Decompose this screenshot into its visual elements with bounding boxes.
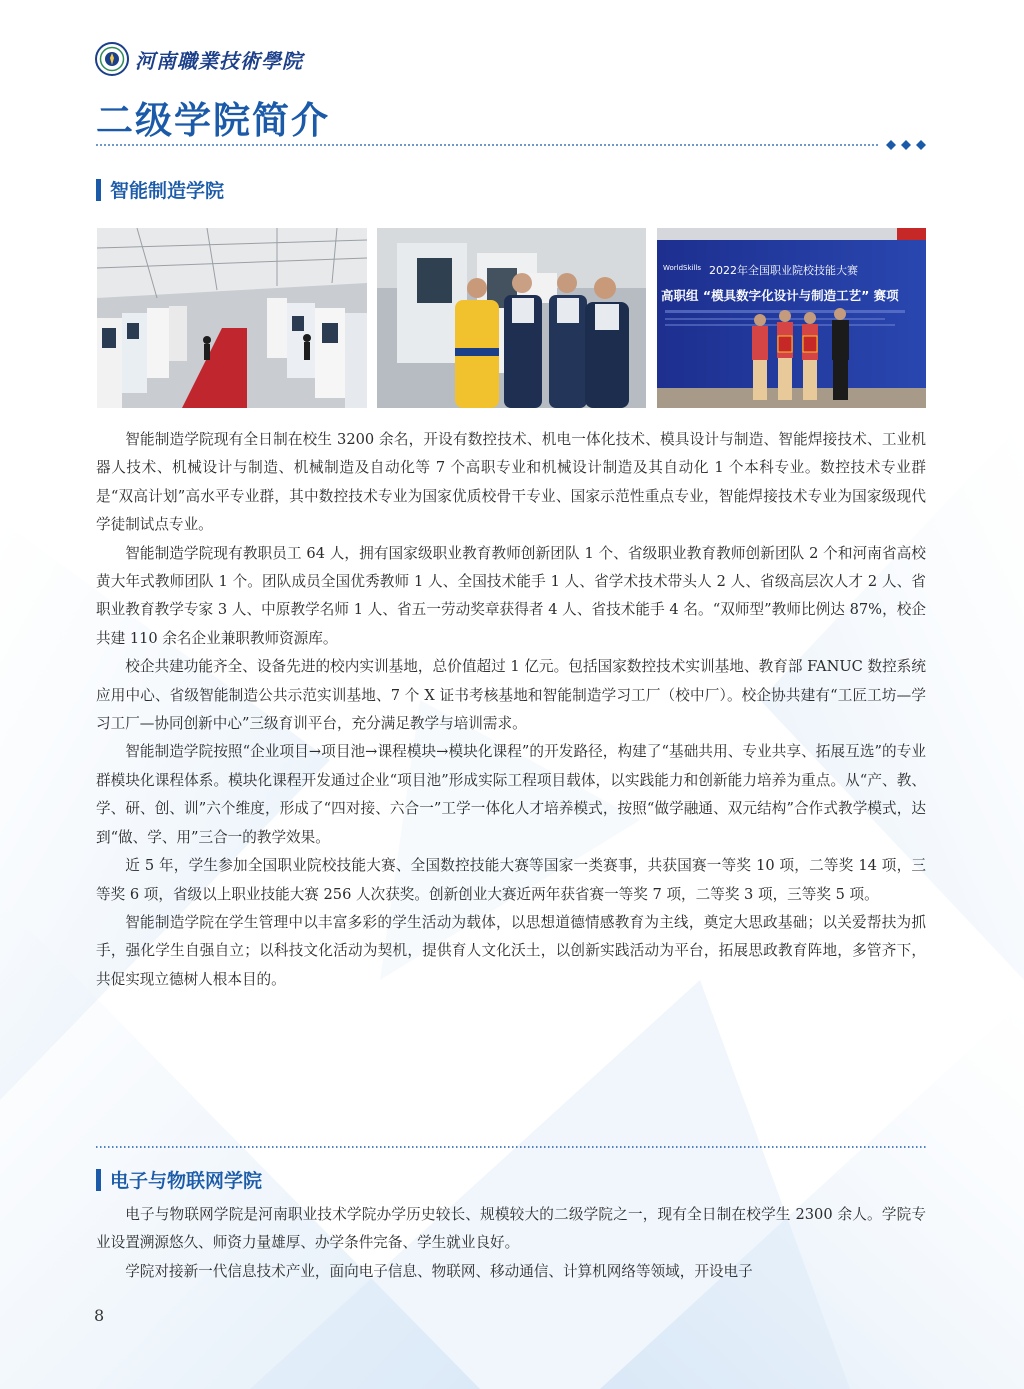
paragraph: 电子与物联网学院是河南职业技术学院办学历史较长、规模较大的二级学院之一，现有全日制在校学生 2300 余人。学院专业设置溯源悠久、师资力量雄厚、办学条件完备、学生就业良好。	[96, 1206, 926, 1252]
paragraph: 校企共建功能齐全、设备先进的校内实训基地，总价值超过 1 亿元。包括国家数控技术实训基地、教育部 FANUC 数控系统应用中心、省级智能制造公共示范实训基地、7 个 X 证书考核基地和智能制造学习工厂（校中厂）。校企协共建有“工匠工坊—学习工厂—协同创新中心”三级育训平台，充分满足教学与培训需求。	[96, 658, 926, 733]
paragraph: 智能制造学院现有教职员工 64 人，拥有国家级职业教育教师创新团队 1 个、省级职业教育教师创新团队 2 个和河南省高校黄大年式教师团队 1 个。团队成员全国优秀教师 1 人、全国技术能手 1 人、省学术技术带头人 2 人、省级高层次人才 2 人、省职业教育教学专家 3 人、中原教学名师 1 人、省五一劳动奖章获得者 4 人、省技术能手 4 名。“双师型”教师比例达 87%，校企共建 110 余名企业兼职教师资源库。	[96, 544, 926, 647]
paragraph: 智能制造学院按照“企业项目→项目池→课程模块→模块化课程”的开发路径，构建了“基础共用、专业共享、拓展互选”的专业群模块化课程体系。模块化课程开发通过企业“项目池”形成实际工程项目载体，以实践能力和创新能力培养为重点。从“产、教、学、研、创、训”六个维度，形成了“四对接、六合一”工学一体化人才培养模式，按照“做学融通、双元结构”合作式教学模式，达到“做、学、用”三合一的教学效果。	[96, 743, 926, 846]
section-divider	[96, 1145, 926, 1149]
section-marker	[96, 1169, 101, 1191]
worldskills-logo: WorldSkills	[663, 264, 702, 272]
banner-line-2: 高职组 “模具数字化设计与制造工艺” 赛项	[661, 288, 899, 303]
paragraph: 智能制造学院在学生管理中以丰富多彩的学生活动为载体，以思想道德情感教育为主线，奠定大思政基础；以关爱帮扶为抓手，强化学生自强自立；以科技文化活动为契机，提供育人文化沃土，以创新实践活动为平台，拓展思政教育阵地，多管齐下，共促实现立德树人根本目的。	[96, 913, 926, 988]
school-name: 河南職業技術學院	[135, 48, 303, 73]
school-seal-icon	[95, 42, 129, 76]
page-number: 8	[94, 1306, 105, 1325]
section-heading-text: 电子与物联网学院	[110, 1170, 263, 1192]
paragraph: 近 5 年，学生参加全国职业院校技能大赛、全国数控技能大赛等国家一类赛事，共获国赛一等奖 10 项，二等奖 14 项，三等奖 6 项，省级以上职业技能大赛 256 人次获奖。创新创业大赛近两年获省赛一等奖 7 项，二等奖 3 项，三等奖 5 项。	[96, 857, 926, 903]
title-divider	[96, 138, 926, 152]
section-marker	[96, 179, 101, 201]
paragraph: 学院对接新一代信息技术产业，面向电子信息、物联网、移动通信、计算机网络等领域，开设电子	[125, 1262, 753, 1280]
section-heading-intelligent-manufacturing	[96, 176, 224, 203]
competition-photo	[657, 228, 926, 408]
header-logo	[95, 42, 303, 76]
section-heading-electronics-iot	[96, 1166, 262, 1193]
section-heading-text: 智能制造学院	[110, 180, 225, 202]
section-body-electronics-iot	[96, 1201, 926, 1286]
page-title: 二级学院简介	[96, 99, 330, 142]
workshop-photo	[97, 228, 367, 408]
banner-line-1: 2022年全国职业院校技能大赛	[709, 264, 858, 277]
paragraph: 智能制造学院现有全日制在校生 3200 余名，开设有数控技术、机电一体化技术、模具设计与制造、智能焊接技术、工业机器人技术、机械设计与制造、机械制造及自动化等 7 个高职专业和机械设计制造及其自动化 1 个本科专业。数控技术专业群是“双高计划”高水平专业群，其中数控技术专业为国家优质校骨干专业、国家示范性重点专业，智能焊接技术专业为国家级现代学徒制试点专业。	[96, 431, 926, 534]
section-body-intelligent-manufacturing	[96, 426, 926, 994]
teacher-students-photo	[377, 228, 646, 408]
photo-row	[97, 228, 926, 408]
